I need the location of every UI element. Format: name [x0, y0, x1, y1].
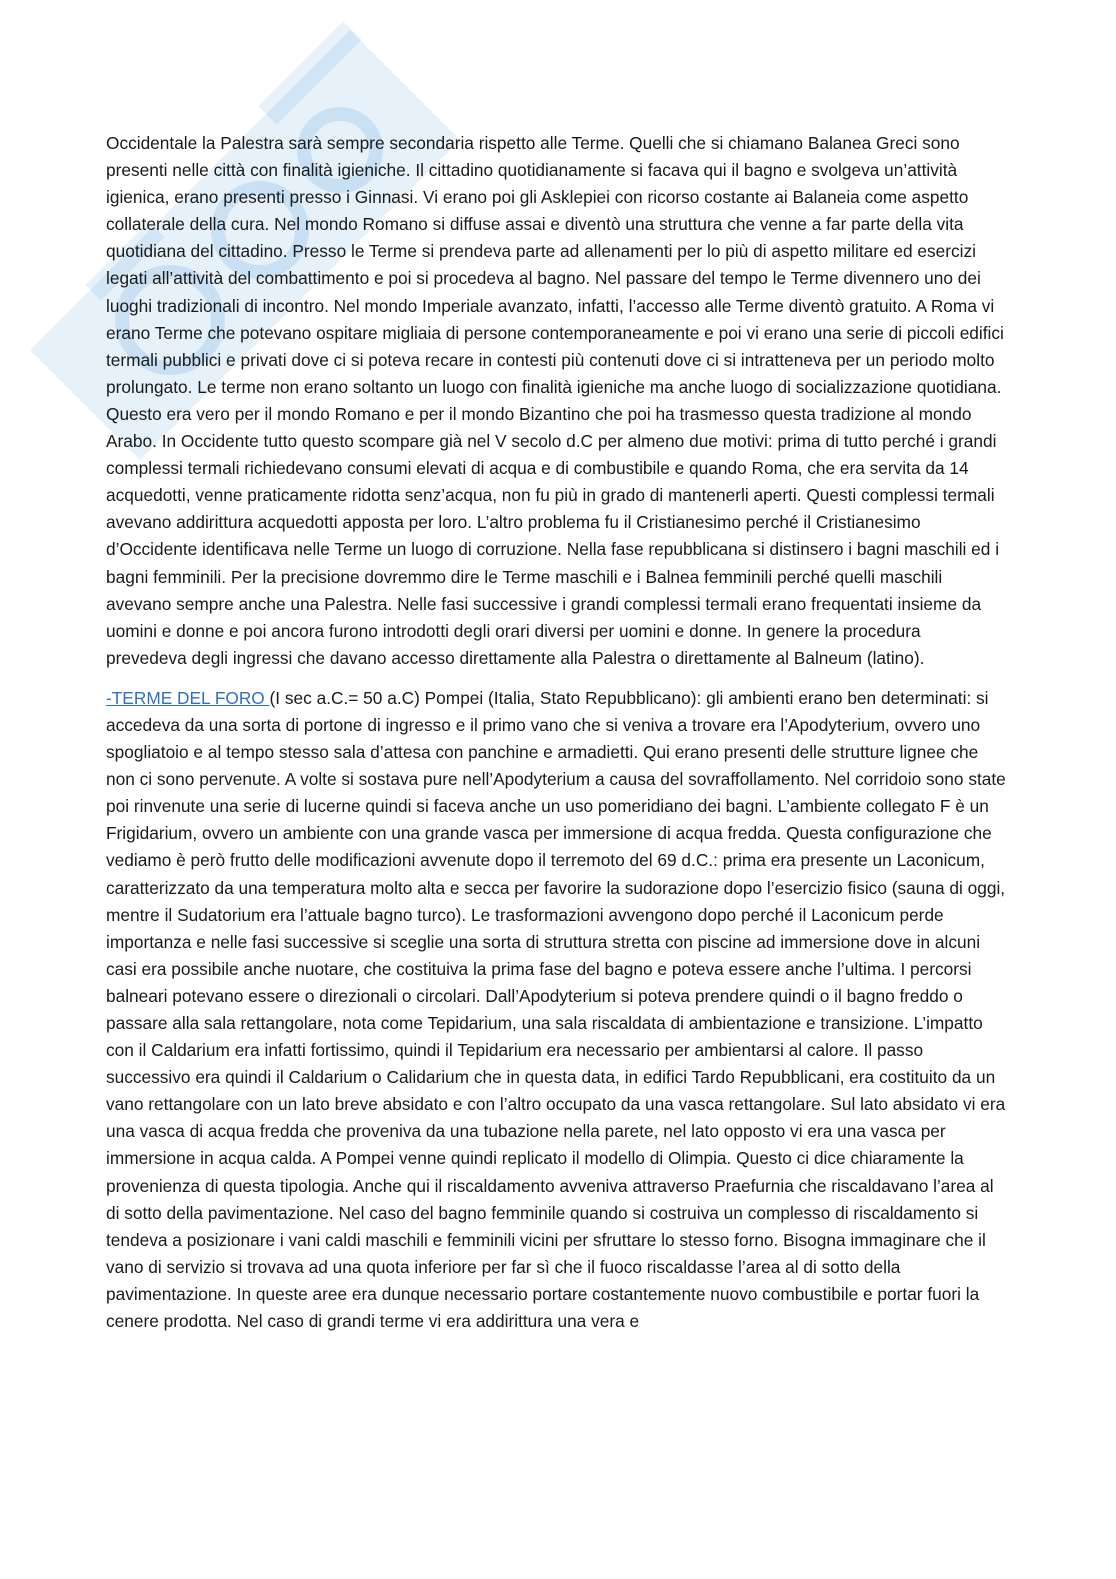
document-page — [106, 130, 1006, 1335]
paragraph-intro: Occidentale la Palestra sarà sempre secondaria rispetto alle Terme. Quelli che si chiamano Balanea Greci sono presenti nelle città con finalità igieniche. Il cittadino quotidianamente si facava qui il bagno e svolgeva un’attività igienica, erano presenti presso i Ginnasi. Vi erano poi gli Asklepiei con ricorso costante ai Balaneia come aspetto collaterale della cura. Nel mondo Romano si diffuse assai e diventò una struttura che venne a far parte della vita quotidiana del cittadino. Presso le Terme si prendeva parte ad allenamenti per lo più di aspetto militare ed esercizi legati all’attività del combattimento e poi si procedeva al bagno. Nel passare del tempo le Terme divennero uno dei luoghi tradizionali di incontro. Nel mondo Imperiale avanzato, infatti, l’accesso alle Terme diventò gratuito. A Roma vi erano Terme che potevano ospitare migliaia di persone contemporaneamente e poi vi erano una serie di piccoli edifici termali pubblici e privati dove ci si poteva recare in contesti più contenuti dove ci si intratteneva per un periodo molto prolungato. Le terme non erano soltanto un luogo con finalità igieniche ma anche luogo di socializzazione quotidiana. Questo era vero per il mondo Romano e per il mondo Bizantino che poi ha trasmesso questa tradizione al mondo Arabo. In Occidente tutto questo scompare già nel V secolo d.C per almeno due motivi: prima di tutto perché i grandi complessi termali richiedevano consumi elevati di acqua e di combustibile e quando Roma, che era servita da 14 acquedotti, venne praticamente ridotta senz’acqua, non fu più in grado di mantenerli aperti. Questi complessi termali avevano addirittura acquedotti apposta per loro. L’altro problema fu il Cristianesimo perché il Cristianesimo d’Occidente identificava nelle Terme un luogo di corruzione. Nella fase repubblicana si distinsero i bagni maschili ed i bagni femminili. Per la precisione dovremmo dire le Terme maschili e i Balnea femminili perché quelli maschili avevano sempre anche una Palestra. Nelle fasi successive i grandi complessi termali erano frequentati insieme da uomini e donne e poi ancora furono introdotti degli orari diversi per uomini e donne. In genere la procedura prevedeva degli ingressi che davano accesso direttamente alla Palestra o direttamente al Balneum (latino). — [106, 133, 1004, 668]
paragraph-terme-del-foro — [106, 685, 1006, 1335]
terme-del-foro-text: (I sec a.C.= 50 a.C) Pompei (Italia, Stato Repubblicano): gli ambienti erano ben determinati: si accedeva da una sorta di portone di ingresso e il primo vano che si veniva a trovare era l’Apodyterium, ovvero uno spogliatoio e al tempo stesso sala d’attesa con panchine e armadietti. Qui erano presenti delle strutture lignee che non ci sono pervenute. A volte si sostava pure nell’Apodyterium a causa del sovraffollamento. Nel corridoio sono state poi rinvenute una serie di lucerne quindi si faceva anche un uso pomeridiano dei bagni. L’ambiente collegato F è un Frigidarium, ovvero un ambiente con una grande vasca per immersione di acqua fredda. Questa configurazione che vediamo è però frutto delle modificazioni avvenute dopo il terremoto del 69 d.C.: prima era presente un Laconicum, caratterizzato da una temperatura molto alta e secca per favorire la sudorazione dopo l’esercizio fisico (sauna di oggi, mentre il Sudatorium era l’attuale bagno turco). Le trasformazioni avvengono dopo perché il Laconicum perde importanza e nelle fasi successive si sceglie una sorta di struttura stretta con piscine ad immersione dove in alcuni casi era possibile anche nuotare, che costituiva la prima fase del bagno e poteva essere anche l’ultima. I percorsi balneari potevano essere o direzionali o circolari. Dall’Apodyterium si poteva prendere quindi o il bagno freddo o passare alla sala rettangolare, nota come Tepidarium, una sala riscaldata di ambientazione e transizione. L’impatto con il Caldarium era infatti fortissimo, quindi il Tepidarium era necessario per ambientarsi al calore. Il passo successivo era quindi il Caldarium o Calidarium che in questa data, in edifici Tardo Repubblicani, era costituito da un vano rettangolare con un lato breve absidato e con l’altro occupato da una vasca rettangolare. Sul lato absidato vi era una vasca di acqua fredda che proveniva da una tubazione nella parete, nel lato opposto vi era una vasca per immersione in acqua calda. A Pompei venne quindi replicato il modello di Olimpia. Questo ci dice chiaramente la provenienza di questa tipologia. Anche qui il riscaldamento avveniva attraverso Praefurnia che riscaldavano l’area al di sotto della pavimentazione. Nel caso del bagno femminile quando si costruiva un complesso di riscaldamento si tendeva a posizionare i vani caldi maschili e femminili vicini per sfruttare lo stesso forno. Bisogna immaginare che il vano di servizio si trovava ad una quota inferiore per far sì che il fuoco riscaldasse l’area al di sotto della pavimentazione. In queste aree era dunque necessario portare costantemente nuovo combustibile e portar fuori la cenere prodotta. Nel caso di grandi terme vi era addirittura una vera e — [106, 687, 1006, 1332]
terme-del-foro-link[interactable]: -TERME DEL FORO — [106, 687, 270, 708]
